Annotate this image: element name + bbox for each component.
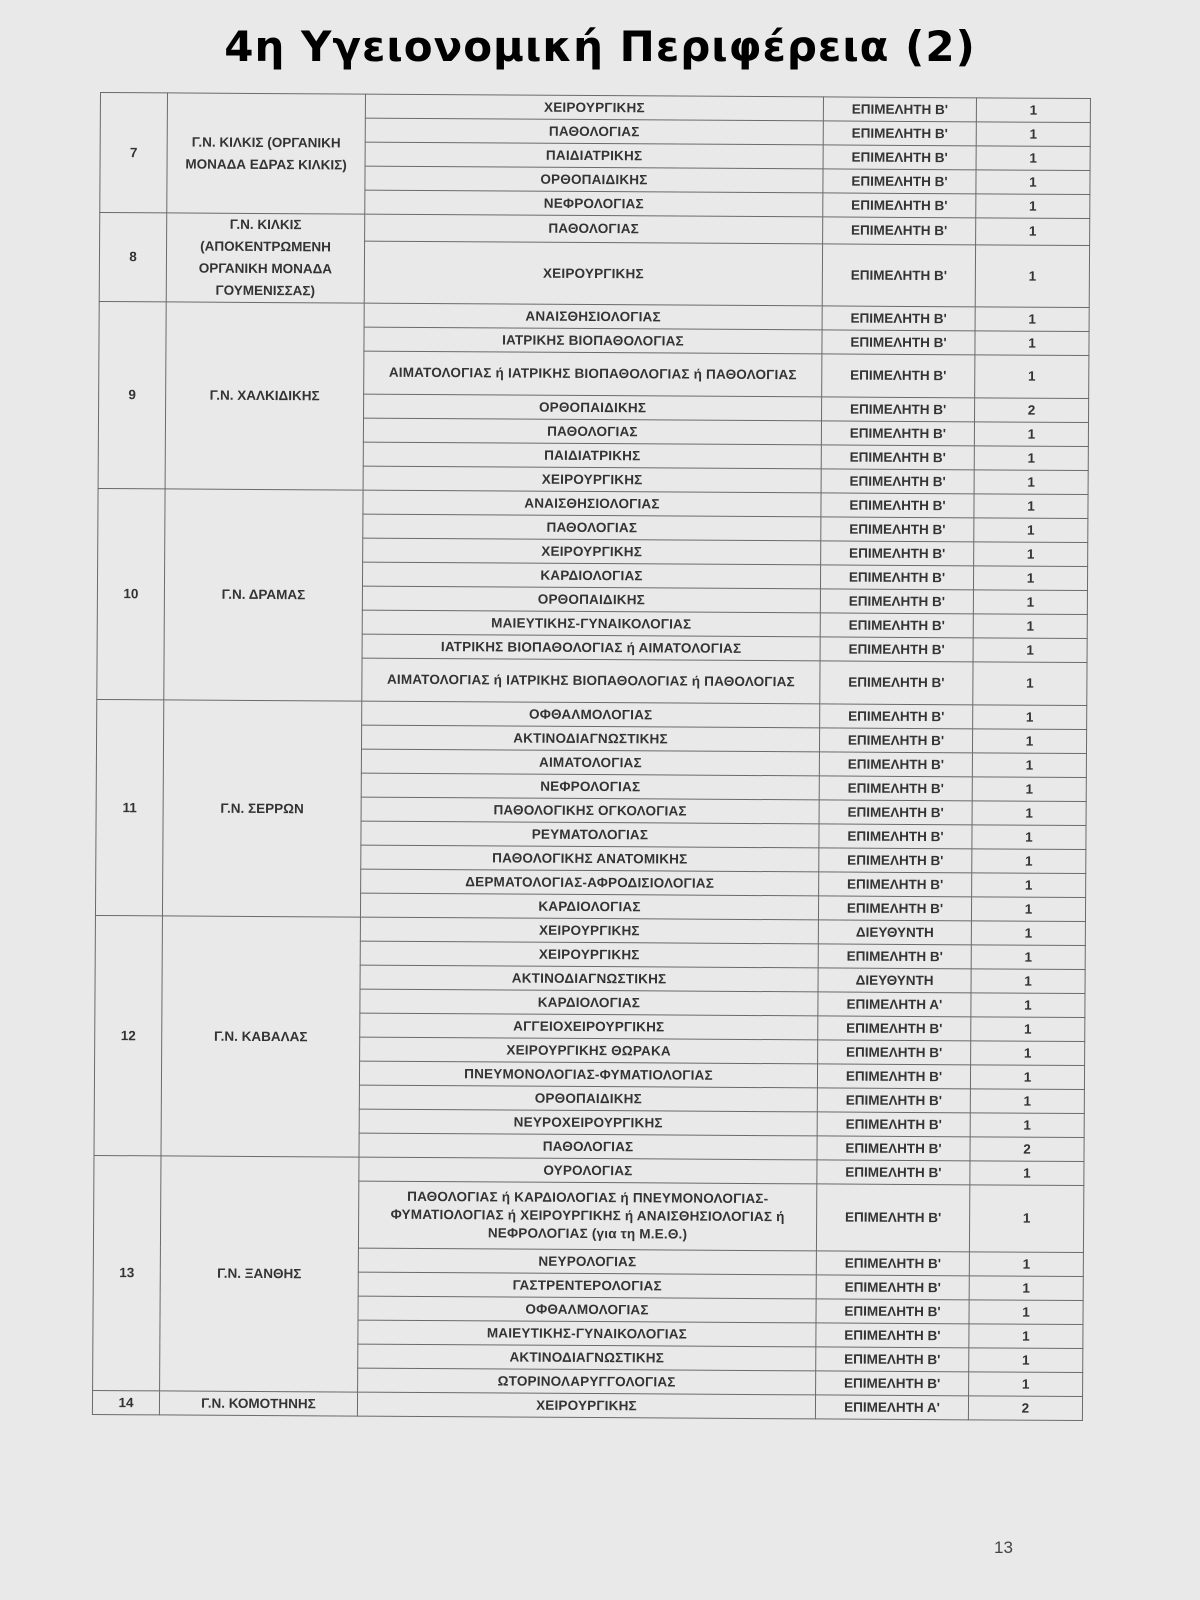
position-cell: ΕΠΙΜΕΛΗΤΗ Β'	[818, 1016, 971, 1041]
specialty-cell: ΚΑΡΔΙΟΛΟΓΙΑΣ	[360, 893, 818, 920]
hospital-name-cell: Γ.Ν. ΔΡΑΜΑΣ	[164, 489, 363, 701]
specialty-cell: ΧΕΙΡΟΥΡΓΙΚΗΣ	[364, 241, 822, 306]
specialty-cell: ΟΡΘΟΠΑΙΔΙΚΗΣ	[364, 394, 822, 421]
position-cell: ΕΠΙΜΕΛΗΤΗ Β'	[817, 1064, 970, 1089]
table-row	[97, 699, 1087, 729]
specialty-cell: ΠΑΙΔΙΑΤΡΙΚΗΣ	[363, 442, 821, 469]
position-cell: ΕΠΙΜΕΛΗΤΗ Β'	[823, 169, 976, 194]
position-cell: ΕΠΙΜΕΛΗΤΗ Β'	[819, 800, 972, 825]
count-cell: 1	[974, 422, 1088, 447]
specialty-cell: ΟΡΘΟΠΑΙΔΙΚΗΣ	[362, 586, 820, 613]
position-cell: ΕΠΙΜΕΛΗΤΗ Β'	[822, 330, 975, 355]
position-cell: ΕΠΙΜΕΛΗΤΗ Β'	[816, 1275, 969, 1300]
specialty-cell: ΑΙΜΑΤΟΛΟΓΙΑΣ	[361, 749, 819, 776]
specialty-cell: ΜΑΙΕΥΤΙΚΗΣ-ΓΥΝΑΙΚΟΛΟΓΙΑΣ	[362, 610, 820, 637]
count-cell: 1	[974, 470, 1088, 495]
specialty-cell: ΩΤΟΡΙΝΟΛΑΡΥΓΓΟΛΟΓΙΑΣ	[358, 1368, 816, 1395]
specialty-cell: ΠΑΘΟΛΟΓΙΚΗΣ ΑΝΑΤΟΜΙΚΗΣ	[361, 845, 819, 872]
position-cell: ΕΠΙΜΕΛΗΤΗ Β'	[816, 1371, 969, 1396]
specialty-cell: ΟΡΘΟΠΑΙΔΙΚΗΣ	[365, 166, 823, 193]
position-cell: ΕΠΙΜΕΛΗΤΗ Β'	[820, 637, 973, 662]
count-cell: 1	[969, 1372, 1083, 1397]
specialty-cell: ΠΑΘΟΛΟΓΙΑΣ	[365, 118, 823, 145]
position-cell: ΕΠΙΜΕΛΗΤΗ Β'	[819, 848, 972, 873]
position-cell: ΕΠΙΜΕΛΗΤΗ Β'	[823, 97, 976, 122]
count-cell: 1	[969, 1324, 1083, 1349]
position-cell: ΕΠΙΜΕΛΗΤΗ Β'	[816, 1299, 969, 1324]
group-number-cell: 8	[99, 213, 167, 302]
specialty-cell: ΝΕΦΡΟΛΟΓΙΑΣ	[361, 773, 819, 800]
count-cell: 1	[976, 194, 1090, 219]
specialty-cell: ΝΕΥΡΟΧΕΙΡΟΥΡΓΙΚΗΣ	[359, 1109, 817, 1136]
count-cell: 1	[972, 873, 1086, 898]
specialty-cell: ΝΕΥΡΟΛΟΓΙΑΣ	[358, 1248, 816, 1275]
position-cell: ΕΠΙΜΕΛΗΤΗ Β'	[820, 565, 973, 590]
specialty-cell: ΧΕΙΡΟΥΡΓΙΚΗΣ	[365, 94, 823, 121]
count-cell: 1	[971, 897, 1085, 922]
hospital-name-cell: Γ.Ν. ΣΕΡΡΩΝ	[162, 700, 361, 917]
position-cell: ΔΙΕΥΘΥΝΤΗ	[818, 920, 971, 945]
group-number-cell: 13	[93, 1155, 161, 1390]
position-cell: ΕΠΙΜΕΛΗΤΗ Β'	[816, 1184, 969, 1252]
specialty-cell: ΚΑΡΔΙΟΛΟΓΙΑΣ	[360, 989, 818, 1016]
specialty-cell: ΠΝΕΥΜΟΝΟΛΟΓΙΑΣ-ΦΥΜΑΤΙΟΛΟΓΙΑΣ	[359, 1061, 817, 1088]
specialty-cell: ΧΕΙΡΟΥΡΓΙΚΗΣ	[360, 917, 818, 944]
position-cell: ΕΠΙΜΕΛΗΤΗ Β'	[823, 121, 976, 146]
position-cell: ΕΠΙΜΕΛΗΤΗ Β'	[823, 193, 976, 218]
position-cell: ΔΙΕΥΘΥΝΤΗ	[818, 968, 971, 993]
count-cell: 1	[972, 777, 1086, 802]
count-cell: 1	[973, 614, 1087, 639]
count-cell: 1	[971, 945, 1085, 970]
count-cell: 1	[976, 170, 1090, 195]
group-number-cell: 11	[95, 699, 163, 915]
specialty-cell: ΧΕΙΡΟΥΡΓΙΚΗΣ	[360, 941, 818, 968]
count-cell: 1	[971, 993, 1085, 1018]
count-cell: 1	[969, 1300, 1083, 1325]
count-cell: 1	[972, 753, 1086, 778]
specialty-cell: ΑΚΤΙΝΟΔΙΑΓΝΩΣΤΙΚΗΣ	[361, 725, 819, 752]
position-cell: ΕΠΙΜΕΛΗΤΗ Β'	[821, 517, 974, 542]
specialty-cell: ΔΕΡΜΑΤΟΛΟΓΙΑΣ-ΑΦΡΟΔΙΣΙΟΛΟΓΙΑΣ	[361, 869, 819, 896]
count-cell: 1	[975, 245, 1089, 308]
count-cell: 2	[968, 1396, 1082, 1421]
page-title: 4η Υγειονομική Περιφέρεια (2)	[224, 22, 976, 71]
position-cell: ΕΠΙΜΕΛΗΤΗ Β'	[822, 354, 975, 398]
count-cell: 1	[969, 1185, 1083, 1253]
count-cell: 1	[971, 969, 1085, 994]
specialty-cell: ΠΑΘΟΛΟΓΙΑΣ	[359, 1133, 817, 1160]
page-number: 13	[994, 1538, 1013, 1557]
count-cell: 1	[973, 566, 1087, 591]
position-cell: ΕΠΙΜΕΛΗΤΗ Β'	[817, 1112, 970, 1137]
position-cell: ΕΠΙΜΕΛΗΤΗ Β'	[823, 145, 976, 170]
position-cell: ΕΠΙΜΕΛΗΤΗ Β'	[821, 493, 974, 518]
position-cell: ΕΠΙΜΕΛΗΤΗ Β'	[817, 1088, 970, 1113]
position-cell: ΕΠΙΜΕΛΗΤΗ Β'	[818, 896, 971, 921]
specialty-cell: ΑΓΓΕΙΟΧΕΙΡΟΥΡΓΙΚΗΣ	[360, 1013, 818, 1040]
specialty-cell: ΧΕΙΡΟΥΡΓΙΚΗΣ ΘΩΡΑΚΑ	[360, 1037, 818, 1064]
specialty-cell: ΧΕΙΡΟΥΡΓΙΚΗΣ	[363, 538, 821, 565]
position-cell: ΕΠΙΜΕΛΗΤΗ Β'	[822, 244, 975, 307]
specialty-cell: ΠΑΘΟΛΟΓΙΑΣ	[363, 514, 821, 541]
count-cell: 1	[969, 1348, 1083, 1373]
count-cell: 1	[973, 638, 1087, 663]
specialty-cell: ΠΑΘΟΛΟΓΙΑΣ ή ΚΑΡΔΙΟΛΟΓΙΑΣ ή ΠΝΕΥΜΟΝΟΛΟΓΙΑΣ-ΦΥΜΑΤΙΟΛΟΓΙΑΣ ή ΧΕΙΡΟΥΡΓΙΚΗΣ ή ΑΝΑΙΣΘΗΣΙΟΛΟΓΙΑΣ ή ΝΕΦΡΟΛΟΓΙΑΣ (για τη Μ.Ε.Θ.)	[358, 1181, 816, 1251]
count-cell: 1	[971, 1017, 1085, 1042]
count-cell: 1	[974, 494, 1088, 519]
specialty-cell: ΑΝΑΙΣΘΗΣΙΟΛΟΓΙΑΣ	[364, 303, 822, 330]
count-cell: 1	[976, 122, 1090, 147]
count-cell: 1	[973, 590, 1087, 615]
specialty-cell: ΝΕΦΡΟΛΟΓΙΑΣ	[365, 190, 823, 217]
group-number-cell: 14	[92, 1390, 159, 1414]
count-cell: 1	[969, 1252, 1083, 1277]
count-cell: 1	[974, 542, 1088, 567]
specialty-cell: ΙΑΤΡΙΚΗΣ ΒΙΟΠΑΘΟΛΟΓΙΑΣ ή ΑΙΜΑΤΟΛΟΓΙΑΣ	[362, 634, 820, 661]
group-number-cell: 7	[100, 93, 168, 213]
specialty-cell: ΠΑΙΔΙΑΤΡΙΚΗΣ	[365, 142, 823, 169]
specialty-cell: ΑΚΤΙΝΟΔΙΑΓΝΩΣΤΙΚΗΣ	[358, 1344, 816, 1371]
position-cell: ΕΠΙΜΕΛΗΤΗ Β'	[817, 1160, 970, 1185]
position-cell: ΕΠΙΜΕΛΗΤΗ Β'	[817, 1136, 970, 1161]
count-cell: 1	[970, 1113, 1084, 1138]
specialty-cell: ΑΙΜΑΤΟΛΟΓΙΑΣ ή ΙΑΤΡΙΚΗΣ ΒΙΟΠΑΘΟΛΟΓΙΑΣ ή ΠΑΘΟΛΟΓΙΑΣ	[362, 658, 820, 704]
count-cell: 2	[970, 1137, 1084, 1162]
position-cell: ΕΠΙΜΕΛΗΤΗ Β'	[820, 589, 973, 614]
count-cell: 1	[970, 1065, 1084, 1090]
position-cell: ΕΠΙΜΕΛΗΤΗ Β'	[820, 613, 973, 638]
table-row	[95, 915, 1085, 945]
count-cell: 1	[972, 849, 1086, 874]
count-cell: 1	[972, 729, 1086, 754]
position-cell: ΕΠΙΜΕΛΗΤΗ Β'	[818, 944, 971, 969]
count-cell: 1	[969, 1276, 1083, 1301]
specialty-cell: ΧΕΙΡΟΥΡΓΙΚΗΣ	[357, 1392, 815, 1419]
specialty-cell: ΟΦΘΑΛΜΟΛΟΓΙΑΣ	[362, 701, 820, 728]
count-cell: 1	[972, 825, 1086, 850]
position-cell: ΕΠΙΜΕΛΗΤΗ Β'	[821, 541, 974, 566]
position-cell: ΕΠΙΜΕΛΗΤΗ Α'	[815, 1395, 968, 1420]
group-number-cell: 12	[94, 915, 162, 1155]
table-body	[92, 93, 1090, 1421]
specialty-cell: ΙΑΤΡΙΚΗΣ ΒΙΟΠΑΘΟΛΟΓΙΑΣ	[364, 327, 822, 354]
position-cell: ΕΠΙΜΕΛΗΤΗ Β'	[818, 1040, 971, 1065]
specialty-cell: ΠΑΘΟΛΟΓΙΚΗΣ ΟΓΚΟΛΟΓΙΑΣ	[361, 797, 819, 824]
specialty-cell: ΠΑΘΟΛΟΓΙΑΣ	[363, 418, 821, 445]
position-cell: ΕΠΙΜΕΛΗΤΗ Β'	[816, 1347, 969, 1372]
count-cell: 1	[974, 446, 1088, 471]
position-cell: ΕΠΙΜΕΛΗΤΗ Β'	[820, 661, 973, 705]
position-cell: ΕΠΙΜΕΛΗΤΗ Β'	[819, 776, 972, 801]
table-row	[92, 1390, 1082, 1420]
position-cell: ΕΠΙΜΕΛΗΤΗ Β'	[821, 421, 974, 446]
table-row	[99, 301, 1089, 331]
position-cell: ΕΠΙΜΕΛΗΤΗ Β'	[821, 445, 974, 470]
hospital-name-cell: Γ.Ν. ΞΑΝΘΗΣ	[160, 1156, 359, 1392]
position-cell: ΕΠΙΜΕΛΗΤΗ Β'	[822, 397, 975, 422]
count-cell: 1	[971, 921, 1085, 946]
count-cell: 1	[973, 705, 1087, 730]
position-cell: ΕΠΙΜΕΛΗΤΗ Β'	[819, 752, 972, 777]
count-cell: 1	[974, 518, 1088, 543]
position-cell: ΕΠΙΜΕΛΗΤΗ Β'	[822, 306, 975, 331]
specialty-cell: ΟΦΘΑΛΜΟΛΟΓΙΑΣ	[358, 1296, 816, 1323]
position-cell: ΕΠΙΜΕΛΗΤΗ Β'	[819, 872, 972, 897]
group-number-cell: 10	[97, 488, 165, 699]
table-row	[100, 213, 1090, 246]
position-cell: ΕΠΙΜΕΛΗΤΗ Β'	[820, 704, 973, 729]
position-cell: ΕΠΙΜΕΛΗΤΗ Β'	[821, 469, 974, 494]
specialty-cell: ΟΥΡΟΛΟΓΙΑΣ	[359, 1157, 817, 1184]
count-cell: 1	[976, 218, 1090, 246]
hospital-name-cell: Γ.Ν. ΚΑΒΑΛΑΣ	[161, 916, 360, 1157]
count-cell: 1	[975, 331, 1089, 356]
count-cell: 1	[973, 662, 1087, 706]
count-cell: 1	[971, 1041, 1085, 1066]
specialty-cell: ΠΑΘΟΛΟΓΙΑΣ	[365, 214, 823, 244]
count-cell: 1	[976, 146, 1090, 171]
specialty-cell: ΜΑΙΕΥΤΙΚΗΣ-ΓΥΝΑΙΚΟΛΟΓΙΑΣ	[358, 1320, 816, 1347]
position-cell: ΕΠΙΜΕΛΗΤΗ Α'	[818, 992, 971, 1017]
specialty-cell: ΟΡΘΟΠΑΙΔΙΚΗΣ	[359, 1085, 817, 1112]
position-cell: ΕΠΙΜΕΛΗΤΗ Β'	[823, 217, 976, 245]
count-cell: 1	[970, 1089, 1084, 1114]
specialty-cell: ΑΚΤΙΝΟΔΙΑΓΝΩΣΤΙΚΗΣ	[360, 965, 818, 992]
table-row	[98, 488, 1088, 518]
specialty-cell: ΚΑΡΔΙΟΛΟΓΙΑΣ	[362, 562, 820, 589]
position-cell: ΕΠΙΜΕΛΗΤΗ Β'	[816, 1251, 969, 1276]
hospital-name-cell: Γ.Ν. ΧΑΛΚΙΔΙΚΗΣ	[165, 302, 364, 490]
position-cell: ΕΠΙΜΕΛΗΤΗ Β'	[819, 824, 972, 849]
specialty-cell: ΧΕΙΡΟΥΡΓΙΚΗΣ	[363, 466, 821, 493]
count-cell: 1	[976, 98, 1090, 123]
table-row	[100, 93, 1090, 123]
count-cell: 1	[970, 1161, 1084, 1186]
specialty-cell: ΡΕΥΜΑΤΟΛΟΓΙΑΣ	[361, 821, 819, 848]
count-cell: 1	[972, 801, 1086, 826]
position-cell: ΕΠΙΜΕΛΗΤΗ Β'	[819, 728, 972, 753]
hospital-name-cell: Γ.Ν. ΚΙΛΚΙΣ (ΑΠΟΚΕΝΤΡΩΜΕΝΗ ΟΡΓΑΝΙΚΗ ΜΟΝΑΔΑ ΓΟΥΜΕΝΙΣΣΑΣ)	[166, 213, 365, 303]
group-number-cell: 9	[98, 301, 166, 488]
positions-table	[92, 92, 1091, 1421]
specialty-cell: ΑΙΜΑΤΟΛΟΓΙΑΣ ή ΙΑΤΡΙΚΗΣ ΒΙΟΠΑΘΟΛΟΓΙΑΣ ή ΠΑΘΟΛΟΓΙΑΣ	[364, 351, 822, 397]
specialty-cell: ΓΑΣΤΡΕΝΤΕΡΟΛΟΓΙΑΣ	[358, 1272, 816, 1299]
count-cell: 1	[975, 355, 1089, 399]
position-cell: ΕΠΙΜΕΛΗΤΗ Β'	[816, 1323, 969, 1348]
count-cell: 2	[975, 398, 1089, 423]
hospital-name-cell: Γ.Ν. ΚΙΛΚΙΣ (ΟΡΓΑΝΙΚΗ ΜΟΝΑΔΑ ΕΔΡΑΣ ΚΙΛΚΙΣ)	[167, 93, 366, 214]
count-cell: 1	[975, 307, 1089, 332]
table-row	[94, 1155, 1084, 1185]
specialty-cell: ΑΝΑΙΣΘΗΣΙΟΛΟΓΙΑΣ	[363, 490, 821, 517]
hospital-name-cell: Γ.Ν. ΚΟΜΟΤΗΝΗΣ	[159, 1391, 357, 1416]
